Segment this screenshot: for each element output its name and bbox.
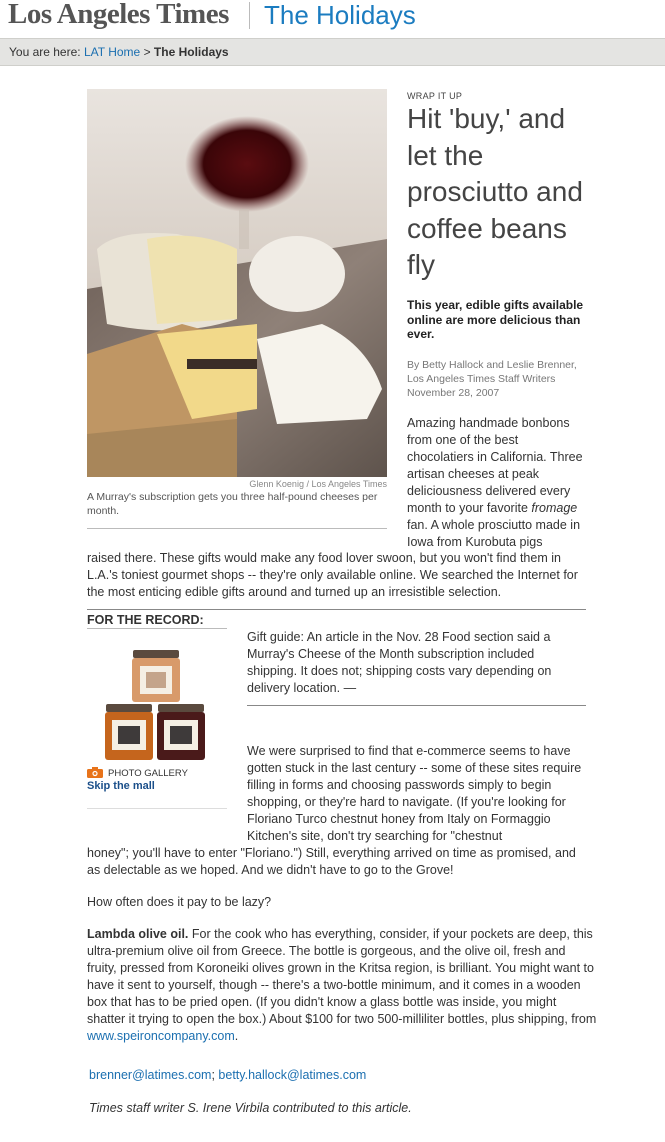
breadcrumb-prefix: You are here: [9, 45, 81, 59]
breadcrumb-current: The Holidays [153, 45, 229, 59]
speironcompany-link[interactable]: www.speironcompany.com [87, 1029, 235, 1043]
brenner-email-link[interactable]: brenner@latimes.com [89, 1068, 212, 1082]
author-contacts [89, 1068, 366, 1082]
article-headline: Hit 'buy,' and let the prosciutto and coffee beans fly [407, 103, 583, 280]
photo-caption: A Murray's subscription gets you three half-pound cheeses per month. [87, 491, 378, 517]
paragraph-1-emphasis: fromage [531, 501, 578, 515]
byline-date: November 28, 2007 [407, 387, 500, 399]
for-the-record-label: FOR THE RECORD: [87, 613, 204, 627]
section-title[interactable]: The Holidays [264, 0, 416, 30]
hallock-email-link[interactable]: betty.hallock@latimes.com [218, 1068, 367, 1082]
article-photo[interactable] [87, 89, 387, 477]
paragraph-1-text-b: fan. A whole prosciutto made in Iowa from Kurobuta pigs [407, 518, 581, 549]
olive-oil-text: For the cook who has everything, consider, if your pockets are deep, this ultra-premium olive oil from Greece. The bottle is gorgeous, and the olive oil, fresh and fruity, pressed from Koroneiki olives grown in the Kritsa region, is brilliant. You might want to have it sent to yourself, though -- there's a two-bottle minimum, and it comes in a wooden box that has to be pried open. (If you didn't know a glass bottle was inside, you might shatter it trying to open the box.) About $100 for two 500-milliliter bottles, plus shipping, from [87, 927, 597, 1026]
paragraph-3: How often does it pay to be lazy? [87, 895, 272, 909]
record-divider-bottom [247, 705, 586, 706]
photo-gallery-label: PHOTO GALLERY [108, 768, 188, 779]
photo-credit: Glenn Koenig / Los Angeles Times [249, 479, 387, 489]
skip-the-mall-link[interactable]: Skip the mall [87, 780, 155, 792]
paragraph-1-text-a: Amazing handmade bonbons from one of the best chocolatiers in California. Three artisan cheeses at peak deliciousness delivered every month to your favorite [407, 416, 583, 515]
paragraph-2-start: We were surprised to find that e-commerce seems to have gotten stuck in the last century -- some of these sites require filling in forms and choosing passwords simply to begin shopping, or they're hard to navigate. (If you're looking for Floriano Turco chestnut honey from Italy on Formaggio Kitchen's site, don't try searching for "chestnut [247, 744, 582, 843]
olive-oil-end: . [234, 1029, 239, 1043]
masthead-divider [249, 2, 250, 29]
lat-logo[interactable]: Los Angeles Times [8, 0, 229, 30]
byline [407, 358, 592, 400]
jars-image [100, 648, 210, 763]
record-label-underline [87, 628, 227, 629]
breadcrumb-separator: > [143, 45, 151, 59]
breadcrumb-trail [9, 45, 229, 59]
paragraph-1-start [407, 415, 587, 551]
cheese-photo [87, 89, 387, 477]
camera-icon [87, 767, 103, 778]
article-kicker: WRAP IT UP [407, 91, 463, 101]
for-the-record-text: Gift guide: An article in the Nov. 28 Food section said a Murray's Cheese of the Month subscription included shipping. It does not; shipping costs vary depending on delivery location. — [247, 630, 552, 695]
olive-oil-lead: Lambda olive oil. [87, 927, 189, 941]
breadcrumb-home-link[interactable]: LAT Home [83, 45, 141, 59]
byline-org: Los Angeles Times Staff Writers [407, 373, 556, 385]
paragraph-1-continued: raised there. These gifts would make any food lover swoon, but you won't find them in L.A.'s toniest gourmet shops -- they're only available online. We searched the Internet for the most enticing edible gifts around and turned up an irresistible selection. [87, 551, 578, 599]
gallery-divider [87, 808, 227, 809]
breadcrumb [0, 38, 665, 66]
byline-authors: By Betty Hallock and Leslie Brenner, [407, 359, 577, 371]
article-dek: This year, edible gifts available online are more delicious than ever. [407, 298, 584, 341]
paragraph-olive-oil [87, 926, 597, 1045]
contributor-note: Times staff writer S. Irene Virbila contributed to this article. [89, 1101, 412, 1115]
paragraph-2-continued: honey"; you'll have to enter "Floriano.") Still, everything arrived on time as promised, and as delectable as we hoped. And we didn't have to go to the Grove! [87, 846, 576, 877]
masthead [0, 0, 665, 37]
record-divider-top [87, 609, 586, 610]
email-separator: ; [211, 1068, 219, 1082]
caption-divider [87, 528, 387, 529]
honey-jars-thumbnail[interactable] [100, 648, 210, 763]
